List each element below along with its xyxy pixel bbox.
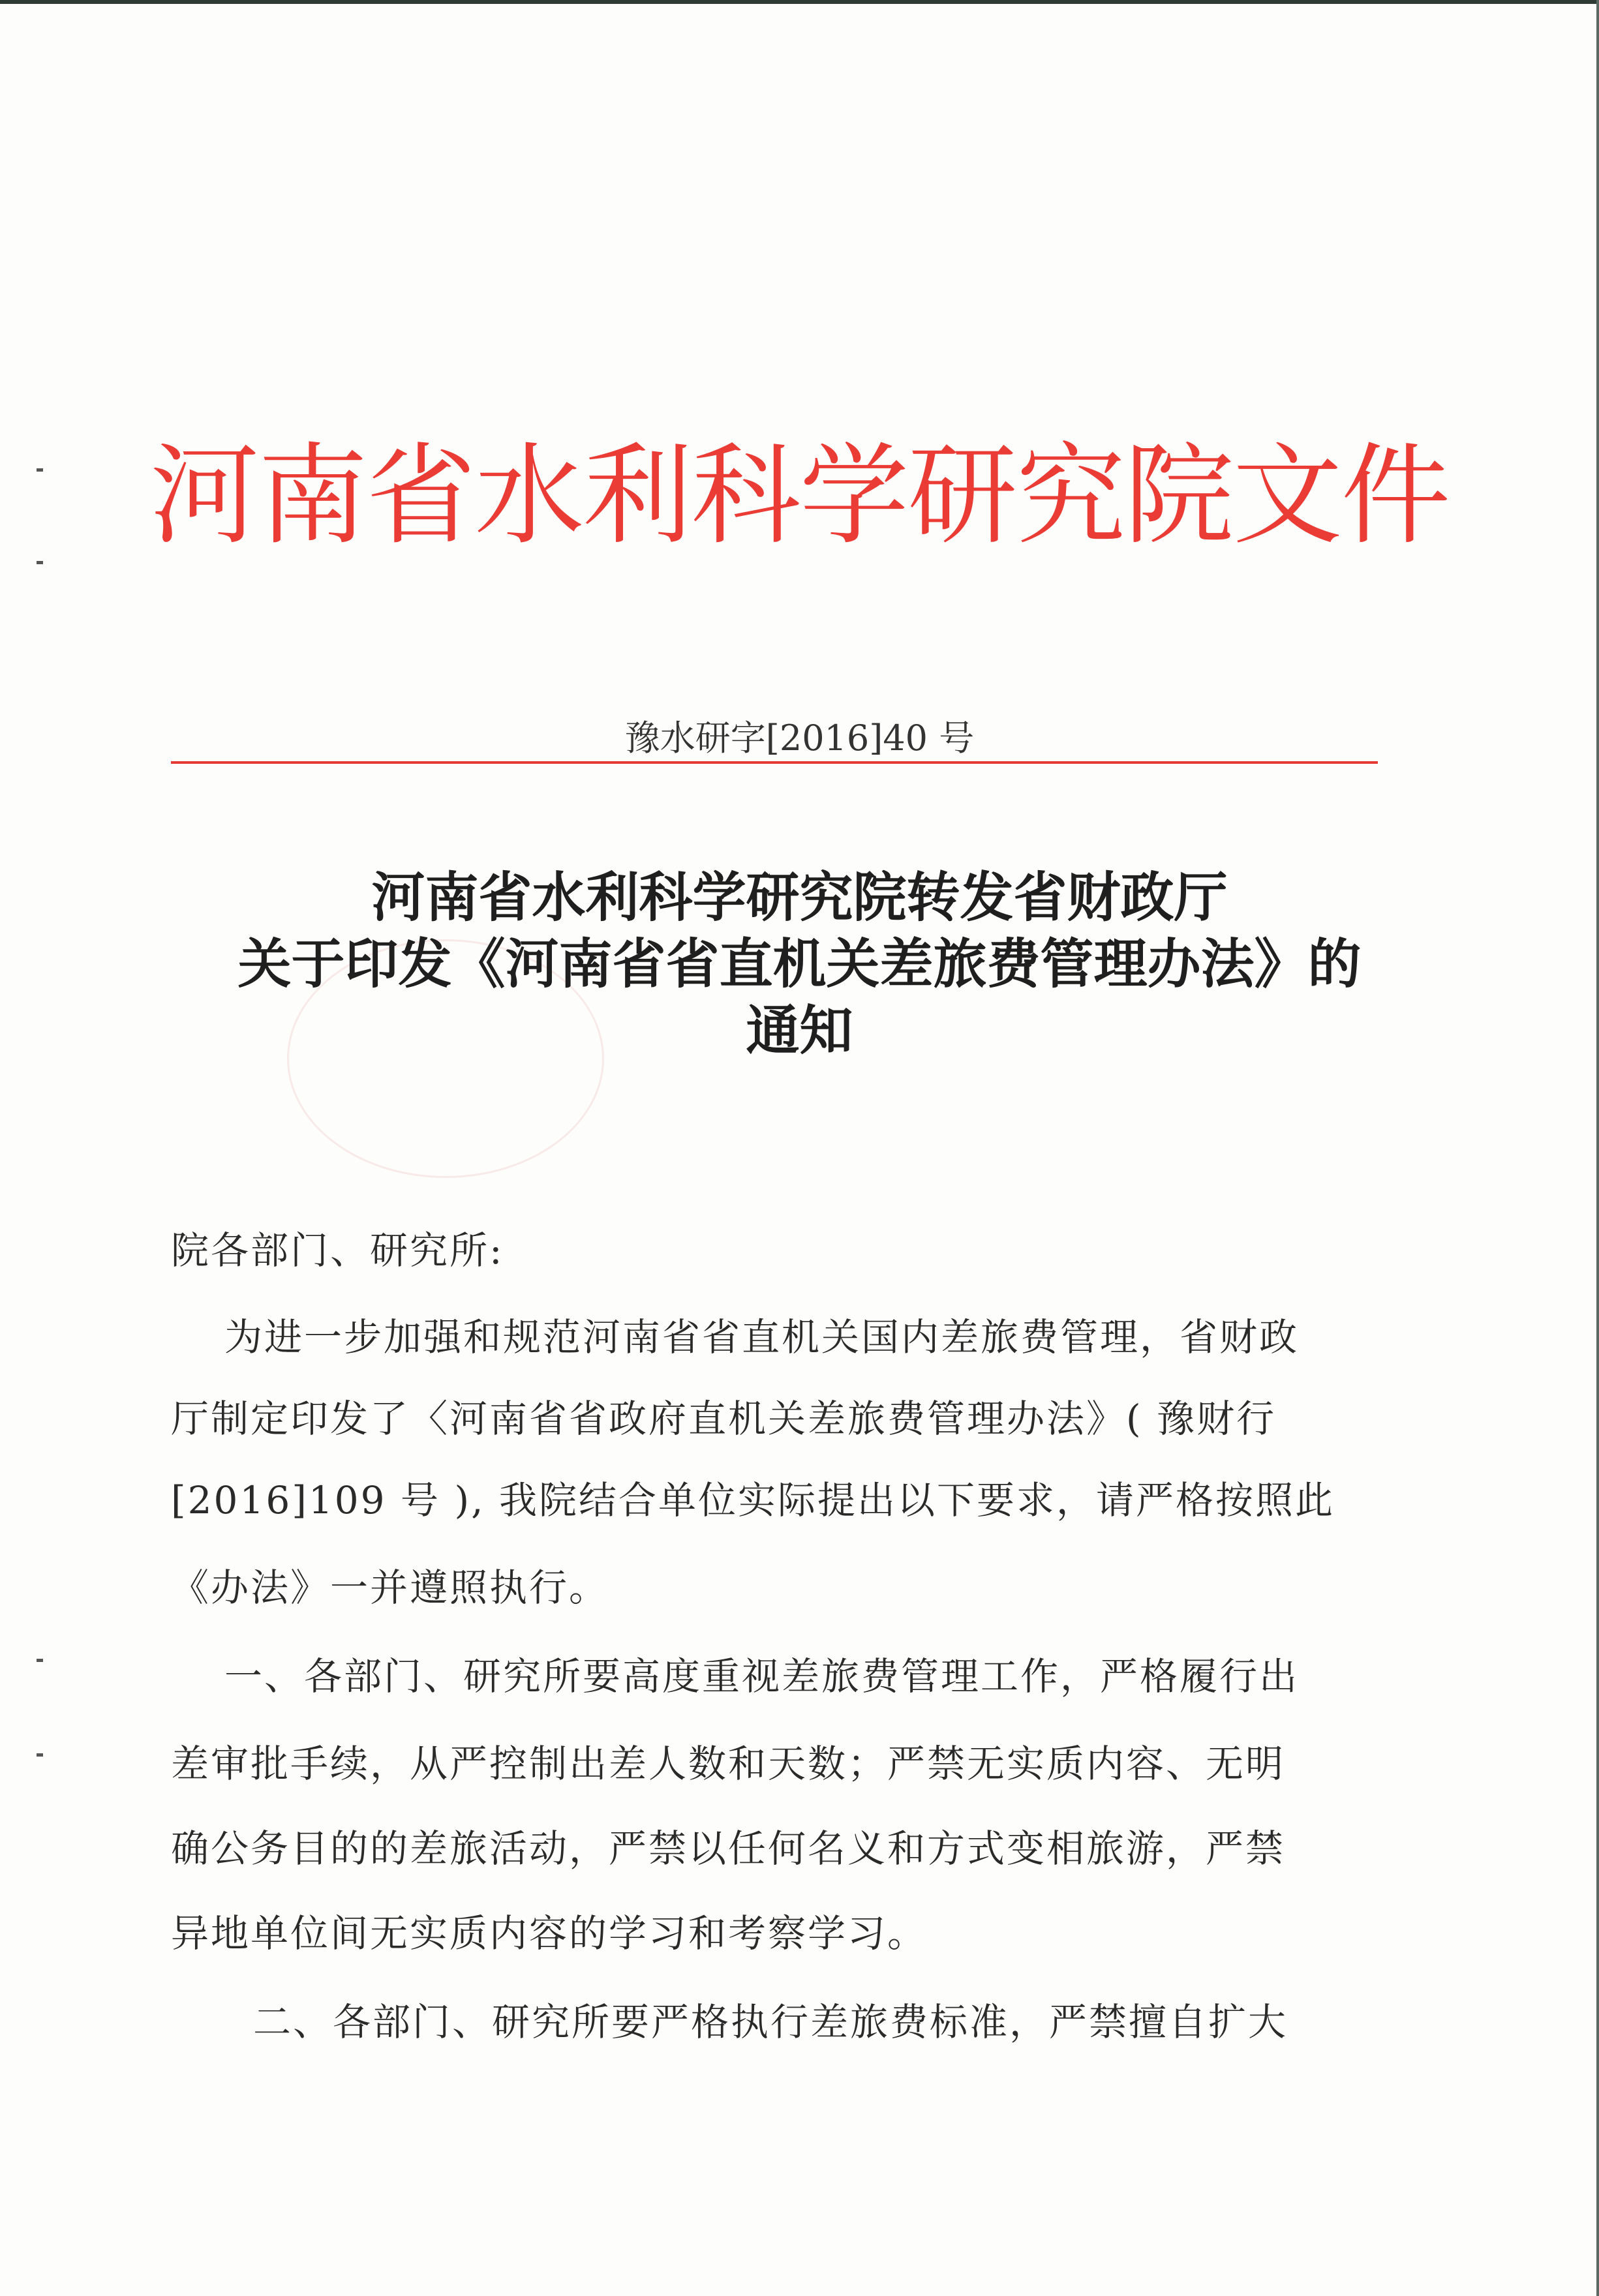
body-line: 确公务目的的差旅活动，严禁以任何名义和方式变相旅游，严禁 [171,1826,1286,1871]
body-line: 二、各部门、研究所要严格执行差旅费标准，严禁擅自扩大 [253,2000,1288,2044]
binding-mark [37,1753,43,1757]
body-line: 厅制定印发了〈河南省省政府直机关差旅费管理办法》( 豫财行 [171,1397,1277,1441]
body-line: 为进一步加强和规范河南省省直机关国内差旅费管理，省财政 [224,1315,1300,1359]
body-line: 一、各部门、研究所要高度重视差旅费管理工作，严格履行出 [224,1654,1300,1699]
document-number: 豫水研字[2016]40 号 [624,718,975,759]
scan-edge-top [0,0,1599,4]
body-line: 《办法》一并遵照执行。 [171,1565,609,1610]
salutation: 院各部门、研究所: [171,1228,504,1273]
body-line: 异地单位间无实质内容的学习和考察学习。 [171,1911,928,1956]
body-line: 差审批手续，从严控制出差人数和天数；严禁无实质内容、无明 [171,1742,1286,1786]
notice-title [0,865,1599,1065]
document-header-title: 河南省水利科学研究院文件 [149,432,1450,560]
notice-title-line-3: 通知 [746,1000,853,1062]
binding-mark [37,1659,43,1662]
scan-edge-right [1596,0,1599,2296]
notice-title-line-1: 河南省水利科学研究院转发省财政厅 [371,867,1228,929]
body-line: [2016]109 号 ), 我院结合单位实际提出以下要求，请严格按照此 [171,1478,1335,1522]
notice-title-line-2: 关于印发《河南省省直机关差旅费管理办法》的 [237,933,1362,995]
red-separator-line [171,761,1378,764]
